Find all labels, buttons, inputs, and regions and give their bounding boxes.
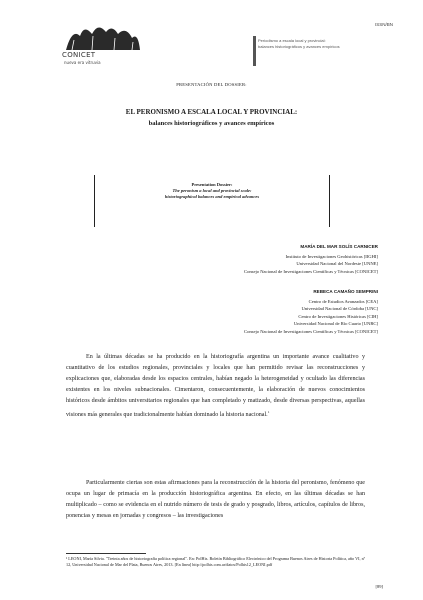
english-title-line: The peronism a local and provincial scale:	[172, 188, 252, 193]
footnote: ¹ LEONI, María Silvia. "Treinta años de historiografía política regional". En: PolHis. Boletín Bibliográfico Electrónico del Programa Buenos Aires de Historia Política, año VI, nº 12, Universidad Nacional de Mar del Plata, Buenos Aires, 2013. [En línea] http://polhis.com.ar/datos/Polhis12_LEONI.pdf	[66, 556, 365, 567]
body-paragraph	[66, 352, 365, 421]
english-title-line: historiographical balances and empirical advances	[164, 194, 260, 199]
english-box-title: Presentation Dossier:	[191, 182, 233, 187]
header-divider	[253, 36, 256, 66]
header-meta	[258, 38, 398, 50]
header-meta-line: balances historiográficos y avances empíricos	[258, 44, 340, 49]
affiliation-line: Centro de Investigaciones Históricas [CIH]	[298, 313, 378, 319]
author-affiliations	[118, 298, 378, 335]
author-affiliations	[118, 253, 378, 275]
logo-text: CONICET	[62, 51, 96, 59]
english-title-box	[94, 175, 330, 227]
affiliation-line: Instituto de Investigaciones Geohistóricas [IIGHI]	[285, 254, 378, 259]
tree-silhouette-icon	[62, 22, 142, 52]
affiliation-line: Universidad Nacional del Nordeste [UNNE]	[296, 261, 378, 267]
page-number: [89]	[375, 584, 383, 589]
affiliation-line: Universidad Nacional de Córdoba [UNC]	[301, 306, 378, 312]
affiliation-line: Consejo Nacional de Investigaciones Científicas y Técnicas [CONICET]	[244, 328, 378, 334]
section-label: PRESENTACIÓN DEL DOSSIER:	[176, 82, 247, 87]
body-paragraph: Particularmente ciertas son estas afirmaciones para la reconstrucción de la historia del peronismo, fenómeno que ocupa un lugar de primacía en la producción historiográfica argentina. En efecto, en las últimas décadas se han multiplicado – como se evidencia en el nutrido número de tesis de grado y posgrado, libros, artículos, capítulos de libros, ponencias y mesas en jornadas y congresos – las investigaciones	[66, 480, 365, 519]
article-title: EL PERONISMO A ESCALA LOCAL Y PROVINCIAL:	[125, 108, 298, 116]
affiliation-line: Centro de Estudios Avanzados [CEA]	[308, 299, 378, 304]
article-subtitle: balances historiográficos y avances empíricos	[148, 120, 275, 127]
author-name: REBECA CAMAÑO SEMPRINI	[313, 289, 378, 294]
affiliation-line: Consejo Nacional de Investigaciones Científicas y Técnicas [CONICET]	[244, 268, 378, 274]
logo-subtitle: nueva era vitruvia	[64, 60, 101, 65]
journal-logo	[62, 22, 142, 74]
footnote-divider	[66, 553, 146, 554]
affiliation-line: Universidad Nacional de Río Cuarto [UNRC]	[293, 321, 378, 327]
header-meta-line: Periodismo a escala local y provincial:	[258, 38, 326, 43]
footnote-ref[interactable]: 1	[267, 410, 270, 414]
paragraph-text: En la últimas décadas se ha producido en la historiografía argentina un importante avance cualitativo y cuantitativo de los estudios regionales, provinciales y locales que han permitido revisar las reconstrucciones y explicaciones que, elaboradas desde los espacios centrales, habían negado la heterogeneidad y ocultado las diferencias existentes en los niveles subnacionales. Cimentaron, consecuentemente, la elaboración de nuevos conocimientos históricos desde ámbitos universitarios regionales que han completado y matizado, desde diversas perspectivas, aquellas visiones más generales que tradicionalmente habían dominado la historia nacional.	[66, 354, 365, 419]
author-name: MARÍA DEL MAR SOLÍS CARNICER	[300, 244, 378, 249]
issn-label: ISSN/BN	[374, 22, 393, 27]
